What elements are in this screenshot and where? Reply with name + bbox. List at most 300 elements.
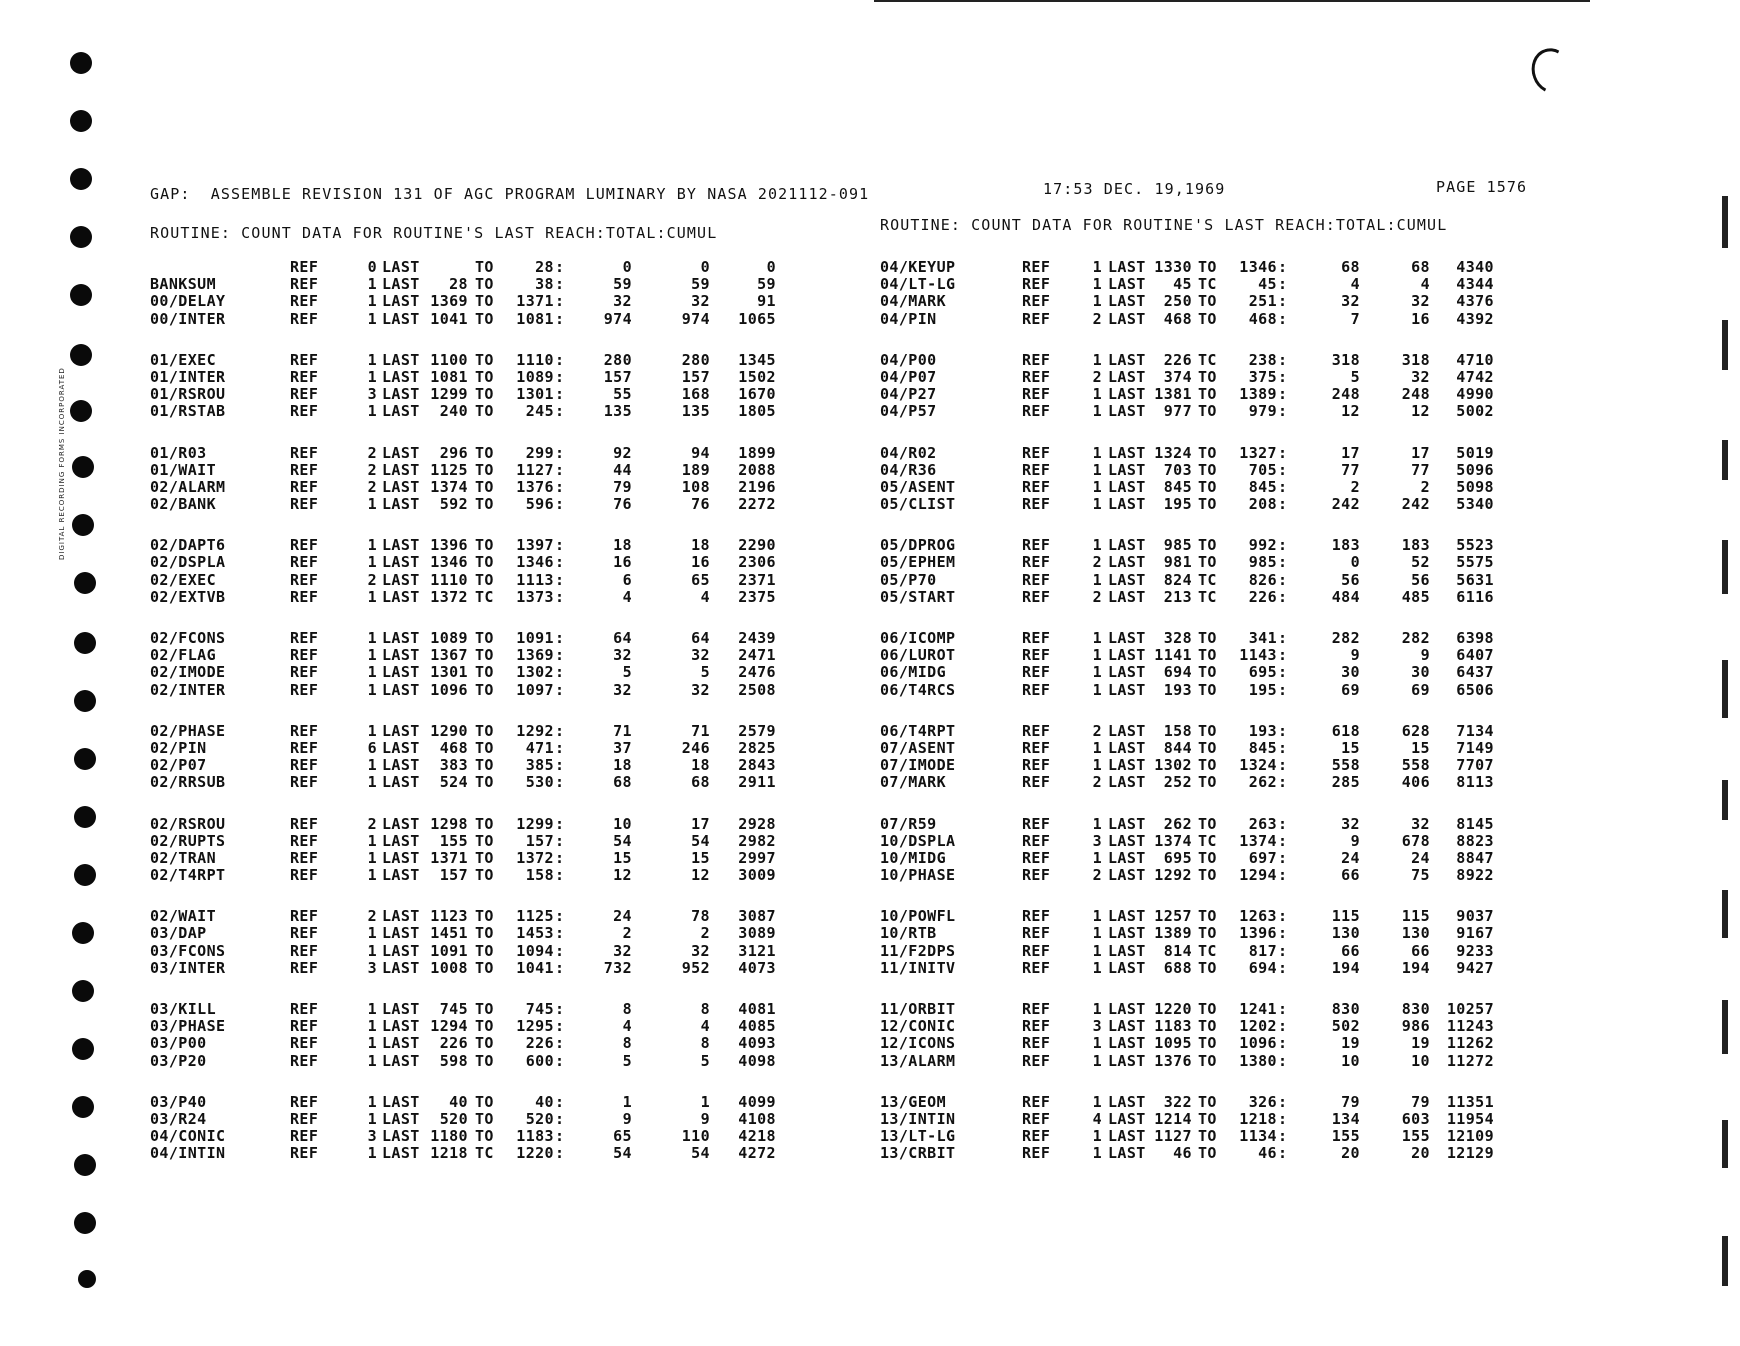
to-label: TO — [475, 831, 494, 850]
cumulative-value: 4073 — [738, 958, 776, 977]
reach-count: 1 — [367, 553, 377, 572]
total-value: 168 — [681, 385, 710, 404]
count-value: 285 — [1331, 773, 1360, 792]
cumulative-value: 5523 — [1456, 536, 1494, 555]
punch-hole-icon — [74, 572, 96, 594]
count-value: 0 — [1350, 553, 1360, 572]
range-start: 1324 — [1154, 443, 1192, 462]
routine-name: 03/KILL — [150, 1000, 217, 1018]
colon-separator: : — [1278, 848, 1288, 867]
range-end: 46 — [1258, 1144, 1277, 1163]
reach-count: 1 — [367, 1034, 377, 1053]
colon-separator: : — [1278, 814, 1288, 833]
colon-separator: : — [1278, 831, 1288, 850]
ref-label: REF — [290, 385, 319, 404]
to-label: TC — [1198, 570, 1217, 589]
range-end: 263 — [1248, 814, 1277, 833]
colon-separator: : — [555, 1051, 565, 1070]
last-label: LAST — [1108, 460, 1146, 479]
range-start: 1095 — [1154, 1034, 1192, 1053]
count-value: 92 — [613, 443, 632, 462]
cumulative-value: 11351 — [1446, 1092, 1494, 1111]
count-value: 830 — [1331, 1000, 1360, 1018]
cumulative-value: 2439 — [738, 629, 776, 647]
range-end: 251 — [1248, 292, 1277, 311]
to-label: TO — [1198, 385, 1217, 404]
reach-count: 1 — [367, 924, 377, 943]
reach-count: 1 — [367, 495, 377, 514]
colon-separator: : — [555, 477, 565, 496]
count-value: 10 — [613, 814, 632, 833]
last-label: LAST — [1108, 553, 1146, 572]
reach-count: 2 — [1092, 587, 1102, 606]
colon-separator: : — [1278, 1092, 1288, 1111]
ref-label: REF — [1022, 258, 1051, 276]
range-start: 524 — [439, 773, 468, 792]
last-label: LAST — [1108, 1051, 1146, 1070]
count-value: 9 — [622, 1109, 632, 1128]
colon-separator: : — [1278, 1051, 1288, 1070]
ref-label: REF — [290, 1034, 319, 1053]
last-label: LAST — [382, 721, 420, 740]
routine-name: 04/CONIC — [150, 1127, 226, 1146]
total-value: 65 — [691, 570, 710, 589]
range-end: 1389 — [1239, 385, 1277, 404]
routine-name: 00/INTER — [150, 309, 226, 328]
range-start: 213 — [1163, 587, 1192, 606]
count-value: 15 — [613, 848, 632, 867]
colon-separator: : — [555, 275, 565, 294]
ref-label: REF — [1022, 553, 1051, 572]
colon-separator: : — [1278, 553, 1288, 572]
count-value: 10 — [1341, 1051, 1360, 1070]
range-end: 1263 — [1239, 907, 1277, 926]
range-start: 226 — [439, 1034, 468, 1053]
count-value: 134 — [1331, 1109, 1360, 1128]
total-value: 246 — [681, 738, 710, 757]
ref-label: REF — [1022, 1092, 1051, 1111]
total-value: 54 — [691, 831, 710, 850]
column-header-left: ROUTINE: COUNT DATA FOR ROUTINE'S LAST REACH:TOTAL:CUMUL — [150, 224, 718, 242]
reach-count: 1 — [367, 721, 377, 740]
total-value: 24 — [1411, 848, 1430, 867]
range-start: 1292 — [1154, 866, 1192, 885]
range-end: 341 — [1248, 629, 1277, 647]
cumulative-value: 2476 — [738, 663, 776, 682]
range-end: 1134 — [1239, 1127, 1277, 1146]
ref-label: REF — [1022, 738, 1051, 757]
colon-separator: : — [555, 848, 565, 867]
ref-label: REF — [290, 570, 319, 589]
routine-name: 02/PIN — [150, 738, 207, 757]
reach-count: 1 — [1092, 663, 1102, 682]
count-value: 32 — [613, 292, 632, 311]
routine-name: 05/DPROG — [880, 536, 956, 555]
total-value: 17 — [1411, 443, 1430, 462]
count-value: 157 — [603, 367, 632, 386]
reach-count: 1 — [1092, 385, 1102, 404]
routine-name: 03/DAP — [150, 924, 207, 943]
last-label: LAST — [1108, 367, 1146, 386]
range-start: 814 — [1163, 941, 1192, 960]
to-label: TO — [1198, 495, 1217, 514]
total-value: 986 — [1401, 1017, 1430, 1036]
ref-label: REF — [290, 350, 319, 369]
to-label: TO — [1198, 460, 1217, 479]
cumulative-value: 4376 — [1456, 292, 1494, 311]
range-end: 1346 — [516, 553, 554, 572]
last-label: LAST — [382, 924, 420, 943]
range-start: 1218 — [430, 1144, 468, 1163]
total-value: 76 — [691, 495, 710, 514]
colon-separator: : — [1278, 646, 1288, 665]
print-timestamp: 17:53 DEC. 19,1969 — [1043, 180, 1226, 198]
range-end: 1294 — [1239, 866, 1277, 885]
colon-separator: : — [555, 1034, 565, 1053]
range-end: 385 — [525, 756, 554, 775]
page-title: GAP: ASSEMBLE REVISION 131 OF AGC PROGRAM LUMINARY BY NASA 2021112-091 — [150, 185, 870, 203]
count-value: 280 — [603, 350, 632, 369]
edge-mark-icon — [1722, 440, 1728, 480]
total-value: 12 — [691, 866, 710, 885]
cumulative-value: 12129 — [1446, 1144, 1494, 1163]
to-label: TO — [1198, 680, 1217, 699]
routine-name: 04/P07 — [880, 367, 937, 386]
total-value: 56 — [1411, 570, 1430, 589]
total-value: 2 — [700, 924, 710, 943]
cumulative-value: 9427 — [1456, 958, 1494, 977]
colon-separator: : — [555, 831, 565, 850]
total-value: 19 — [1411, 1034, 1430, 1053]
punch-hole-icon — [72, 980, 94, 1002]
to-label: TC — [1198, 941, 1217, 960]
total-value: 32 — [1411, 292, 1430, 311]
to-label: TO — [475, 367, 494, 386]
last-label: LAST — [382, 477, 420, 496]
range-start: 1041 — [430, 309, 468, 328]
colon-separator: : — [1278, 258, 1288, 276]
last-label: LAST — [1108, 536, 1146, 555]
ref-label: REF — [1022, 477, 1051, 496]
colon-separator: : — [1278, 460, 1288, 479]
colon-separator: : — [555, 663, 565, 682]
edge-mark-icon — [1722, 660, 1728, 718]
ref-label: REF — [290, 941, 319, 960]
range-start: 1096 — [430, 680, 468, 699]
count-value: 248 — [1331, 385, 1360, 404]
colon-separator: : — [555, 924, 565, 943]
ref-label: REF — [1022, 1017, 1051, 1036]
total-value: 78 — [691, 907, 710, 926]
last-label: LAST — [1108, 1092, 1146, 1111]
to-label: TO — [1198, 553, 1217, 572]
routine-name: 06/ICOMP — [880, 629, 956, 647]
routine-name: 02/WAIT — [150, 907, 217, 926]
ref-label: REF — [290, 814, 319, 833]
last-label: LAST — [1108, 866, 1146, 885]
range-end: 695 — [1248, 663, 1277, 682]
colon-separator: : — [555, 814, 565, 833]
last-label: LAST — [382, 309, 420, 328]
cumulative-value: 6437 — [1456, 663, 1494, 682]
to-label: TO — [475, 680, 494, 699]
last-label: LAST — [1108, 629, 1146, 647]
total-value: 485 — [1401, 587, 1430, 606]
total-value: 68 — [1411, 258, 1430, 276]
range-end: 600 — [525, 1051, 554, 1070]
ref-label: REF — [290, 443, 319, 462]
total-value: 20 — [1411, 1144, 1430, 1163]
range-end: 1371 — [516, 292, 554, 311]
count-value: 8 — [622, 1034, 632, 1053]
range-end: 1324 — [1239, 756, 1277, 775]
cumulative-value: 7707 — [1456, 756, 1494, 775]
range-start: 1367 — [430, 646, 468, 665]
last-label: LAST — [382, 680, 420, 699]
cumulative-value: 8113 — [1456, 773, 1494, 792]
routine-name: 10/MIDG — [880, 848, 947, 867]
to-label: TO — [1198, 292, 1217, 311]
reach-count: 1 — [1092, 350, 1102, 369]
range-end: 193 — [1248, 721, 1277, 740]
colon-separator: : — [555, 907, 565, 926]
range-start: 468 — [1163, 309, 1192, 328]
colon-separator: : — [1278, 1144, 1288, 1163]
total-value: 18 — [691, 536, 710, 555]
count-value: 59 — [613, 275, 632, 294]
colon-separator: : — [1278, 587, 1288, 606]
count-value: 4 — [1350, 275, 1360, 294]
total-value: 628 — [1401, 721, 1430, 740]
colon-separator: : — [1278, 385, 1288, 404]
routine-name: 02/EXEC — [150, 570, 217, 589]
last-label: LAST — [1108, 385, 1146, 404]
count-value: 115 — [1331, 907, 1360, 926]
total-value: 678 — [1401, 831, 1430, 850]
total-value: 2 — [1420, 477, 1430, 496]
routine-name: 02/DAPT6 — [150, 536, 226, 555]
reach-count: 1 — [367, 350, 377, 369]
to-label: TO — [475, 629, 494, 647]
cumulative-value: 4085 — [738, 1017, 776, 1036]
to-label: TO — [475, 663, 494, 682]
routine-name: 02/RSROU — [150, 814, 226, 833]
range-start: 1389 — [1154, 924, 1192, 943]
punch-hole-icon — [72, 1096, 94, 1118]
total-value: 5 — [700, 1051, 710, 1070]
range-start: 1081 — [430, 367, 468, 386]
total-value: 952 — [681, 958, 710, 977]
reach-count: 2 — [367, 907, 377, 926]
colon-separator: : — [1278, 1034, 1288, 1053]
range-end: 979 — [1248, 402, 1277, 421]
routine-name: 11/INITV — [880, 958, 956, 977]
range-end: 1218 — [1239, 1109, 1277, 1128]
ref-label: REF — [1022, 663, 1051, 682]
range-end: 208 — [1248, 495, 1277, 514]
total-value: 8 — [700, 1034, 710, 1053]
routine-name: 06/LUROT — [880, 646, 956, 665]
cumulative-value: 2371 — [738, 570, 776, 589]
cumulative-value: 2306 — [738, 553, 776, 572]
total-value: 603 — [1401, 1109, 1430, 1128]
reach-count: 6 — [367, 738, 377, 757]
count-value: 12 — [613, 866, 632, 885]
total-value: 16 — [1411, 309, 1430, 328]
punch-hole-icon — [72, 922, 94, 944]
range-end: 1125 — [516, 907, 554, 926]
reach-count: 2 — [1092, 367, 1102, 386]
edge-mark-icon — [1722, 1120, 1728, 1168]
count-value: 130 — [1331, 924, 1360, 943]
range-start: 374 — [1163, 367, 1192, 386]
routine-name: 07/IMODE — [880, 756, 956, 775]
punch-hole-icon — [70, 110, 92, 132]
count-value: 15 — [1341, 738, 1360, 757]
range-start: 157 — [439, 866, 468, 885]
ref-label: REF — [290, 629, 319, 647]
count-value: 32 — [1341, 814, 1360, 833]
last-label: LAST — [382, 941, 420, 960]
range-end: 1453 — [516, 924, 554, 943]
total-value: 68 — [691, 773, 710, 792]
total-value: 130 — [1401, 924, 1430, 943]
reach-count: 1 — [367, 402, 377, 421]
total-value: 115 — [1401, 907, 1430, 926]
colon-separator: : — [555, 629, 565, 647]
range-end: 226 — [1248, 587, 1277, 606]
reach-count: 1 — [1092, 460, 1102, 479]
cumulative-value: 8847 — [1456, 848, 1494, 867]
ref-label: REF — [290, 663, 319, 682]
punch-hole-icon — [70, 52, 92, 74]
reach-count: 1 — [1092, 958, 1102, 977]
routine-name: 01/RSROU — [150, 385, 226, 404]
count-value: 7 — [1350, 309, 1360, 328]
colon-separator: : — [555, 866, 565, 885]
count-value: 5 — [622, 663, 632, 682]
last-label: LAST — [1108, 570, 1146, 589]
reach-count: 1 — [1092, 738, 1102, 757]
colon-separator: : — [1278, 495, 1288, 514]
routine-name: 01/R03 — [150, 443, 207, 462]
range-end: 158 — [525, 866, 554, 885]
reach-count: 1 — [1092, 924, 1102, 943]
colon-separator: : — [555, 756, 565, 775]
ref-label: REF — [290, 536, 319, 555]
range-start: 1110 — [430, 570, 468, 589]
curl-mark-icon — [1525, 43, 1578, 100]
range-start: 598 — [439, 1051, 468, 1070]
ref-label: REF — [1022, 1144, 1051, 1163]
count-value: 18 — [613, 536, 632, 555]
cumulative-value: 4098 — [738, 1051, 776, 1070]
range-start: 468 — [439, 738, 468, 757]
range-start: 1220 — [1154, 1000, 1192, 1018]
range-end: 195 — [1248, 680, 1277, 699]
total-value: 830 — [1401, 1000, 1430, 1018]
cumulative-value: 2928 — [738, 814, 776, 833]
last-label: LAST — [1108, 1144, 1146, 1163]
to-label: TO — [475, 756, 494, 775]
colon-separator: : — [1278, 536, 1288, 555]
routine-name: 03/FCONS — [150, 941, 226, 960]
cumulative-value: 59 — [757, 275, 776, 294]
to-label: TO — [475, 1000, 494, 1018]
cumulative-value: 4392 — [1456, 309, 1494, 328]
range-end: 1292 — [516, 721, 554, 740]
to-label: TO — [475, 848, 494, 867]
reach-count: 2 — [1092, 866, 1102, 885]
range-end: 299 — [525, 443, 554, 462]
range-end: 1094 — [516, 941, 554, 960]
reach-count: 2 — [367, 460, 377, 479]
reach-count: 1 — [367, 1000, 377, 1018]
range-end: 1373 — [516, 587, 554, 606]
to-label: TO — [475, 385, 494, 404]
routine-name: 05/START — [880, 587, 956, 606]
colon-separator: : — [555, 958, 565, 977]
last-label: LAST — [1108, 402, 1146, 421]
total-value: 64 — [691, 629, 710, 647]
count-value: 32 — [1341, 292, 1360, 311]
total-value: 157 — [681, 367, 710, 386]
range-start: 1299 — [430, 385, 468, 404]
to-label: TO — [1198, 814, 1217, 833]
last-label: LAST — [1108, 495, 1146, 514]
range-end: 157 — [525, 831, 554, 850]
range-start: 985 — [1163, 536, 1192, 555]
routine-name: 04/P00 — [880, 350, 937, 369]
ref-label: REF — [1022, 1109, 1051, 1128]
ref-label: REF — [1022, 536, 1051, 555]
total-value: 9 — [700, 1109, 710, 1128]
ref-label: REF — [1022, 385, 1051, 404]
count-value: 68 — [613, 773, 632, 792]
ref-label: REF — [290, 924, 319, 943]
punch-hole-icon — [72, 1038, 94, 1060]
routine-name: 02/BANK — [150, 495, 217, 514]
to-label: TO — [1198, 1034, 1217, 1053]
routine-name: 04/R02 — [880, 443, 937, 462]
cumulative-value: 4272 — [738, 1144, 776, 1163]
ref-label: REF — [1022, 1127, 1051, 1146]
total-value: 8 — [700, 1000, 710, 1018]
last-label: LAST — [382, 831, 420, 850]
cumulative-value: 2196 — [738, 477, 776, 496]
cumulative-value: 5019 — [1456, 443, 1494, 462]
routine-name: 02/TRAN — [150, 848, 217, 867]
range-end: 40 — [535, 1092, 554, 1111]
count-value: 54 — [613, 831, 632, 850]
routine-name: 04/P57 — [880, 402, 937, 421]
right-perforation-strip — [1700, 0, 1740, 1346]
reach-count: 1 — [367, 773, 377, 792]
to-label: TO — [1198, 866, 1217, 885]
colon-separator: : — [1278, 292, 1288, 311]
punch-hole-icon — [74, 1154, 96, 1176]
count-value: 4 — [622, 587, 632, 606]
colon-separator: : — [555, 385, 565, 404]
count-value: 79 — [613, 477, 632, 496]
reach-count: 1 — [1092, 907, 1102, 926]
range-start: 1214 — [1154, 1109, 1192, 1128]
last-label: LAST — [1108, 814, 1146, 833]
colon-separator: : — [555, 258, 565, 276]
last-label: LAST — [1108, 756, 1146, 775]
reach-count: 2 — [1092, 721, 1102, 740]
range-end: 1091 — [516, 629, 554, 647]
